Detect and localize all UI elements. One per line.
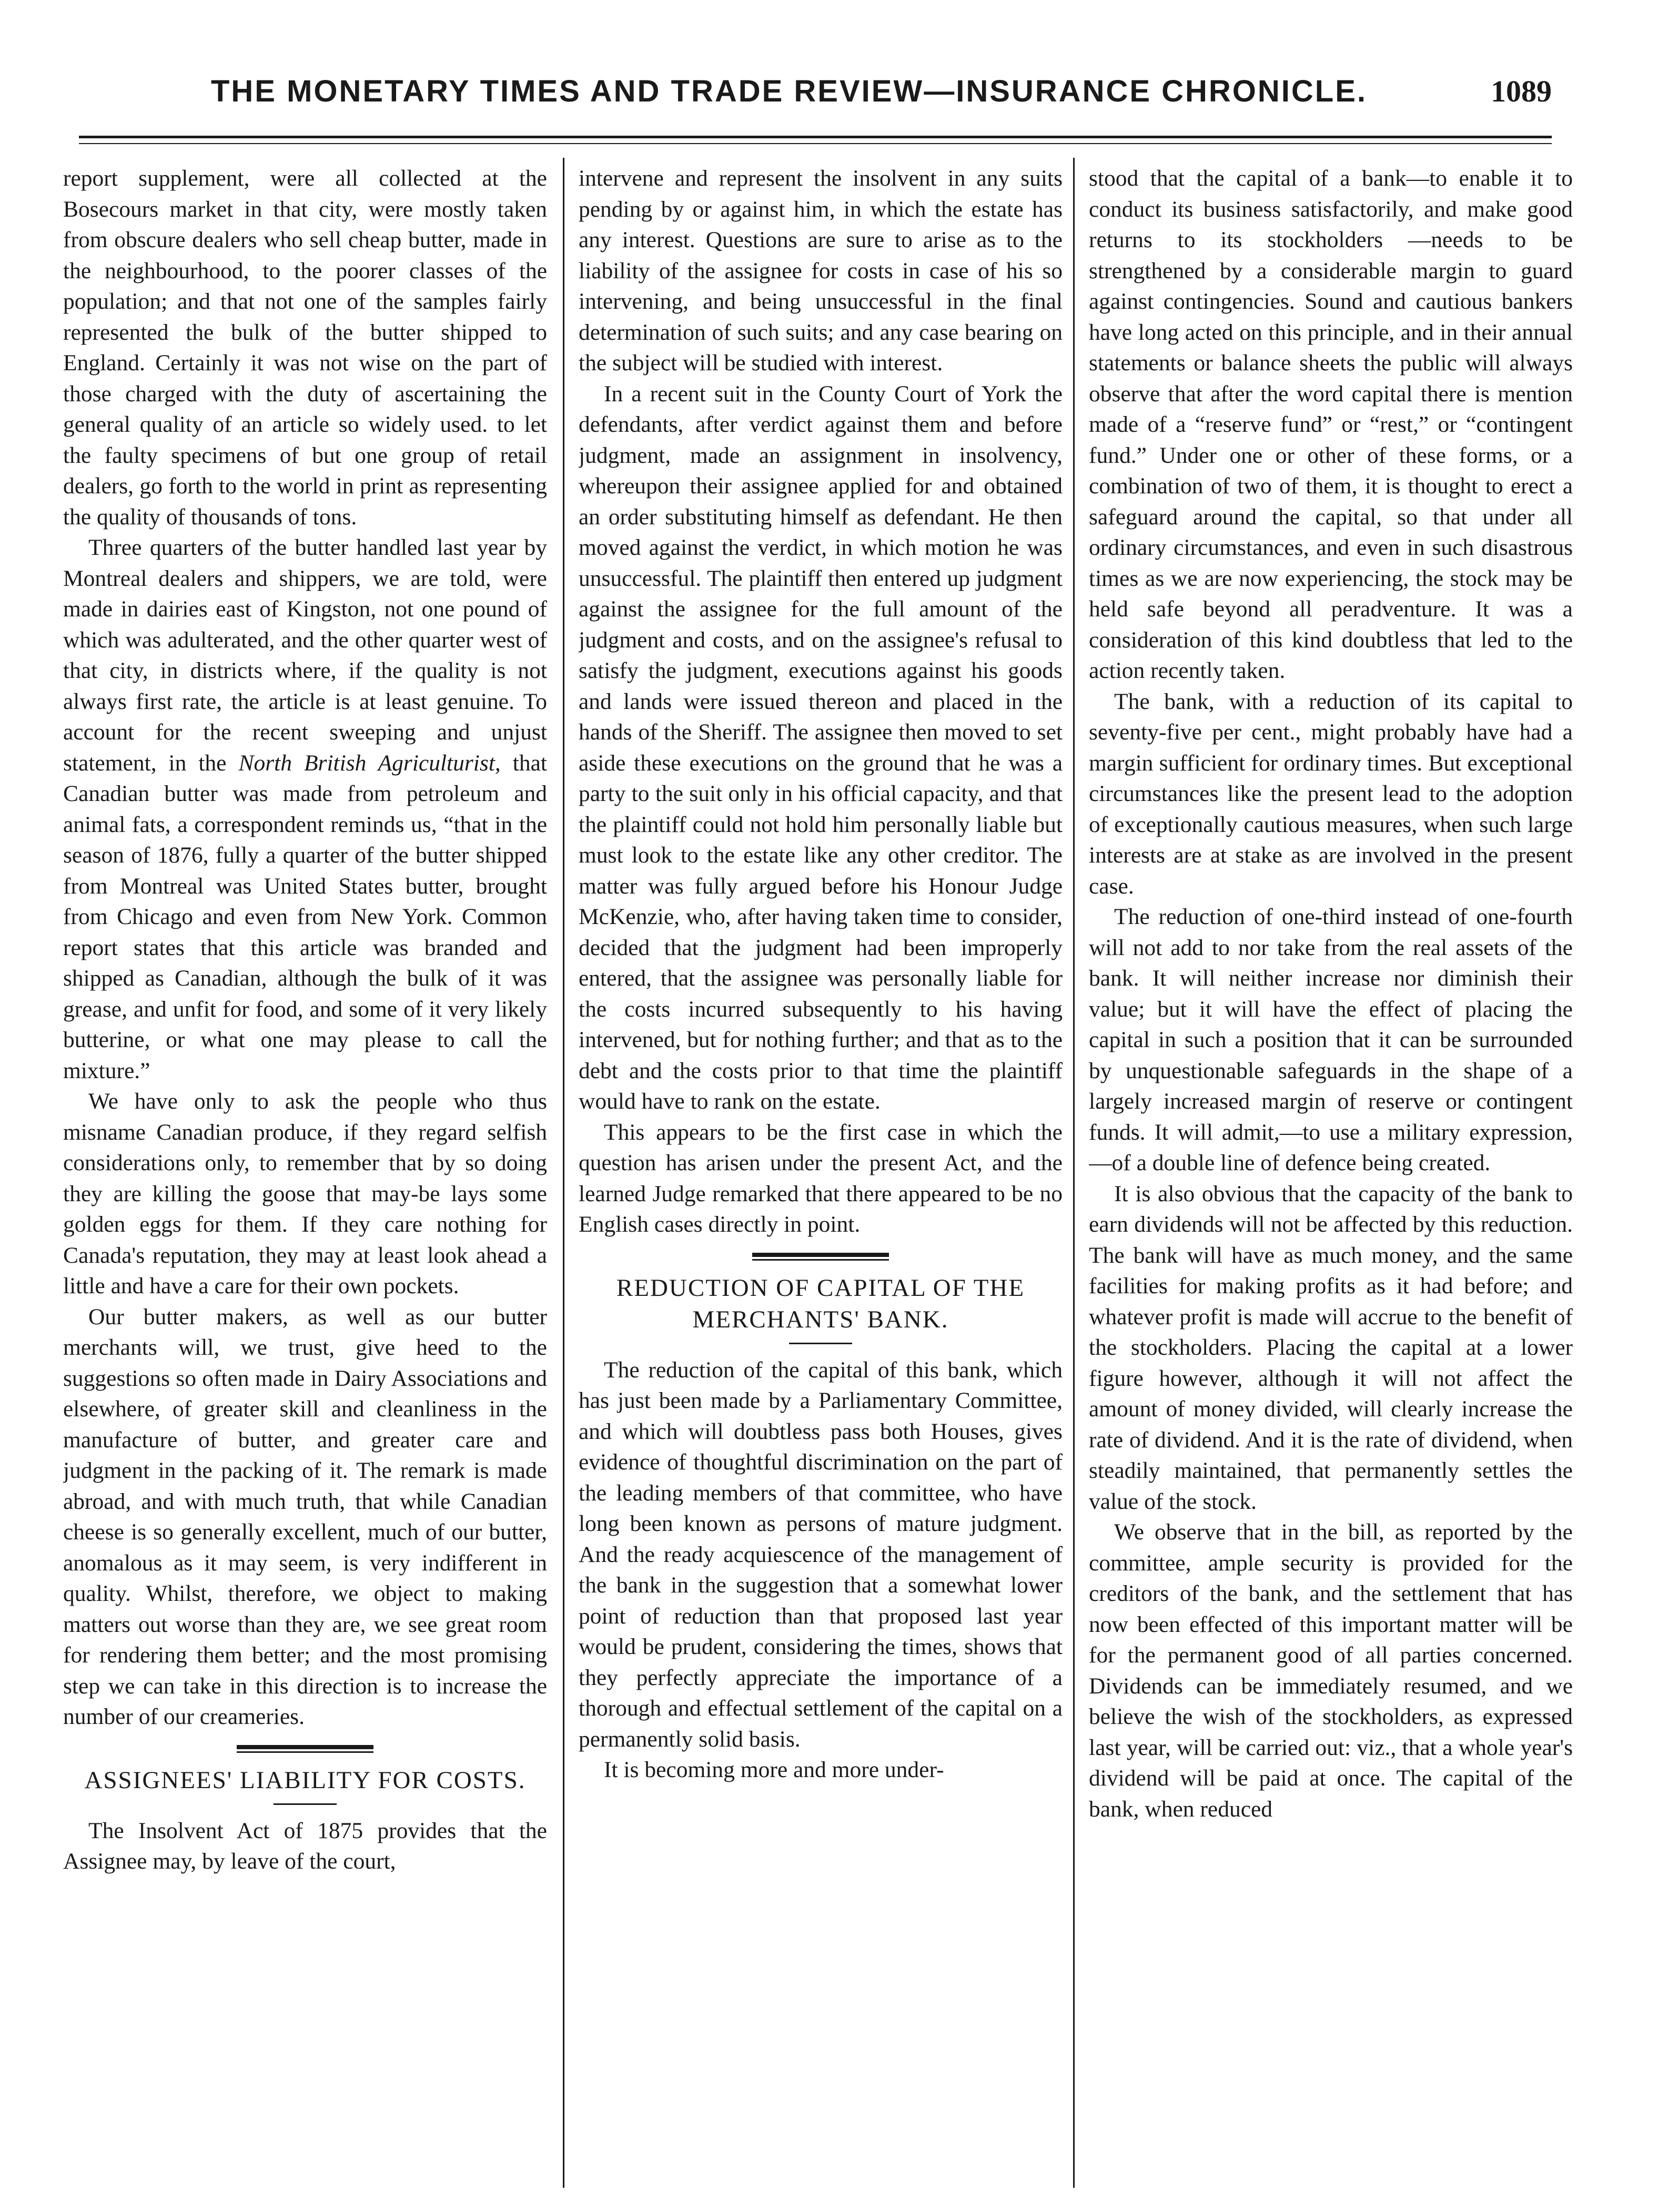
paragraph: We observe that in the bill, as reported by the committee, ample security is provided for the creditors of the bank, and the settlement that has now been effected of this important matter will be for the permanent good of all parties concerned. Dividends can be immediately resumed, and we believe the wish of the stockholders, as expressed last year, will be carried out: viz., that a whole year's dividend will be paid at once. The capital of the bank, when reduced xyxy=(1089,1519,1573,1822)
paragraph: The reduction of one-third instead of one-fourth will not add to nor take from the real assets of the bank. It will neither increase nor diminish their value; but it will have the effect of placing the capital in such a position that it can be surrounded by unquestionable safeguards in the shape of a largely increased margin of reserve or contingent funds. It will admit,—to use a military expression,—of a double line of defence being created. xyxy=(1089,904,1573,1175)
paragraph: The Insolvent Act of 1875 provides that the Assignee may, by leave of the court, xyxy=(63,1818,547,1874)
paragraph xyxy=(63,532,547,1086)
column-divider-2 xyxy=(1073,158,1075,2188)
paragraph: It is becoming more and more under- xyxy=(604,1757,944,1782)
heading-rule xyxy=(789,1343,852,1344)
header-rule xyxy=(79,136,1552,138)
paragraph: stood that the capital of a bank—to enable it to conduct its business satisfactorily, and make good returns to its stockholders —needs to be strengthened by a considerable margin to guard against contingencies. Sound and cautious bankers have long acted on this principle, and in their annual statements or balance sheets the public will always observe that after the word capital there is mention made of a “reserve fund” or “rest,” or “contingent fund.” Under one or other of these forms, or a combination of two of them, it is thought to erect a safeguard around the capital, so that under all ordinary circumstances, and even in such disastrous times as we are now experiencing, the stock may be held safe beyond all peradventure. It was a consideration of this kind doubtless that led to the action recently taken. xyxy=(1089,166,1573,683)
paragraph: It is also obvious that the capacity of the bank to earn dividends will not be affected by this reduction. The bank will have as much money, and the same facilities for making profits as it had before; and whatever profit is made will accrue to the benefit of the stockholders. Placing the capital at a lower figure however, although it will not affect the amount of money divided, will clearly increase the rate of dividend. And it is the rate of dividend, when steadily maintained, that permanently settles the value of the stock. xyxy=(1089,1181,1573,1514)
heading-rule xyxy=(274,1803,337,1805)
paragraph: In a recent suit in the County Court of York the defendants, after verdict against them and before judgment, made an assignment in insolvency, whereupon their assignee applied for and obtained an order substituting himself as defendant. He then moved against the verdict, in which motion he was unsuccessful. The plaintiff then entered up judgment against the assignee for the full amount of the judgment and costs, and on the assignee's refusal to satisfy the judgment, executions against his goods and lands were issued thereon and placed in the hands of the Sheriff. The assignee then moved to set aside these executions on the ground that he was a party to the suit only in his official capacity, and that the plaintiff could not hold him personally liable but must look to the estate like any other creditor. The matter was fully argued before his Honour Judge McKenzie, who, after having taken time to consider, decided that the judgment had been improperly entered, that the assignee was personally liable for the costs incurred subsequently to his having intervened, but for nothing further; and that as to the debt and the costs prior to that time the plaintiff would have to rank on the estate. xyxy=(579,381,1063,1114)
paragraph: The reduction of the capital of this bank, which has just been made by a Parliamentary Committee, and which will doubtless pass both Houses, gives evidence of thoughtful discrimination on the part of the leading members of that committee, who have long been known as persons of mature judgment. And the ready acquiescence of the management of the bank in the suggestion that a somewhat lower point of reduction than that proposed last year would be prudent, considering the times, shows that they perfectly appreciate the importance of a thorough and effectual settlement of the capital on a permanently solid basis. xyxy=(579,1357,1063,1752)
page-number: 1089 xyxy=(1491,74,1552,108)
column-2 xyxy=(579,163,1063,2193)
section-heading-line: MERCHANTS' BANK. xyxy=(692,1305,949,1333)
paragraph-text: Three quarters of the butter handled last year by Montreal dealers and shippers, we are told, were made in dairies east of Kingston, not one pound of which was adulterated, and the other quarter west of that city, in districts where, if the quality is not always first rate, the article is at least genuine. To account for the recent sweeping and unjust statement, in the xyxy=(63,535,547,776)
section-divider xyxy=(752,1253,889,1261)
section-heading: ASSIGNEES' LIABILITY FOR COSTS. xyxy=(84,1766,526,1794)
column-1 xyxy=(63,163,547,2193)
paragraph-text: that Canadian butter was made from petroleum and animal fats, a correspondent reminds us, “that in the season of 1876, fully a quarter of the butter shipped from Montreal was United States butter, brought from Chicago and even from New York. Common report states that this article was branded and shipped as Canadian, although the bulk of it was grease, and unfit for food, and some of it very likely butterine, or what one may please to call the mixture.” xyxy=(63,750,547,1083)
column-divider-1 xyxy=(563,158,564,2188)
section-heading xyxy=(579,1272,1063,1335)
publication-title: THE MONETARY TIMES AND TRADE REVIEW—INSURANCE CHRONICLE. xyxy=(210,74,1368,108)
paragraph: This appears to be the first case in which the question has arisen under the present Act, and the learned Judge remarked that there appeared to be no English cases directly in point. xyxy=(579,1119,1063,1237)
section-heading-line: REDUCTION OF CAPITAL OF THE xyxy=(616,1274,1025,1302)
paragraph: Our butter makers, as well as our butter merchants will, we trust, give heed to the suggestions so often made in Dairy Associations and elsewhere, of greater skill and cleanliness in the manufacture of butter, and greater care and judgment in the packing of it. The remark is made abroad, and with much truth, that while Canadian cheese is so generally excellent, much of our butter, anomalous as it may seem, is very indifferent in quality. Whilst, therefore, we object to making matters out worse than they are, we see great room for rendering them better; and the most promising step we can take in this direction is to increase the number of our creameries. xyxy=(63,1304,547,1729)
page-header xyxy=(79,74,1552,116)
paragraph: We have only to ask the people who thus misname Canadian produce, if they regard selfish considerations only, to remember that by so doing they are killing the goose that may-be lays some golden eggs for them. If they care nothing for Canada's reputation, they may at least look ahead a little and have a care for their own pockets. xyxy=(63,1089,547,1298)
paragraph: intervene and represent the insolvent in any suits pending by or against him, in which the estate has any interest. Questions are sure to arise as to the liability of the assignee for costs in case of his so intervening, and being unsuccessful in the final determination of such suits; and any case bearing on the subject will be studied with interest. xyxy=(579,166,1063,376)
column-3 xyxy=(1089,163,1573,2193)
publication-name: North British Agriculturist, xyxy=(238,750,501,776)
paragraph: report supplement, were all collected at the Bosecours market in that city, were mostly taken from obscure dealers who sell cheap butter, made in the neighbourhood, to the poorer classes of the population; and that not one of the samples fairly represented the bulk of the butter shipped to England. Certainly it was not wise on the part of those charged with the duty of ascertaining the general quality of an article so widely used. to let the faulty specimens of but one group of retail dealers, go forth to the world in print as representing the quality of thousands of tons. xyxy=(63,166,547,530)
header-rule-thin xyxy=(79,143,1552,144)
paragraph: The bank, with a reduction of its capital to seventy-five per cent., might probably have had a margin sufficient for ordinary times. But exceptional circumstances like the present lead to the adoption of exceptionally cautious measures, when such large interests are at stake as are involved in the present case. xyxy=(1089,688,1573,899)
section-divider xyxy=(237,1745,373,1753)
